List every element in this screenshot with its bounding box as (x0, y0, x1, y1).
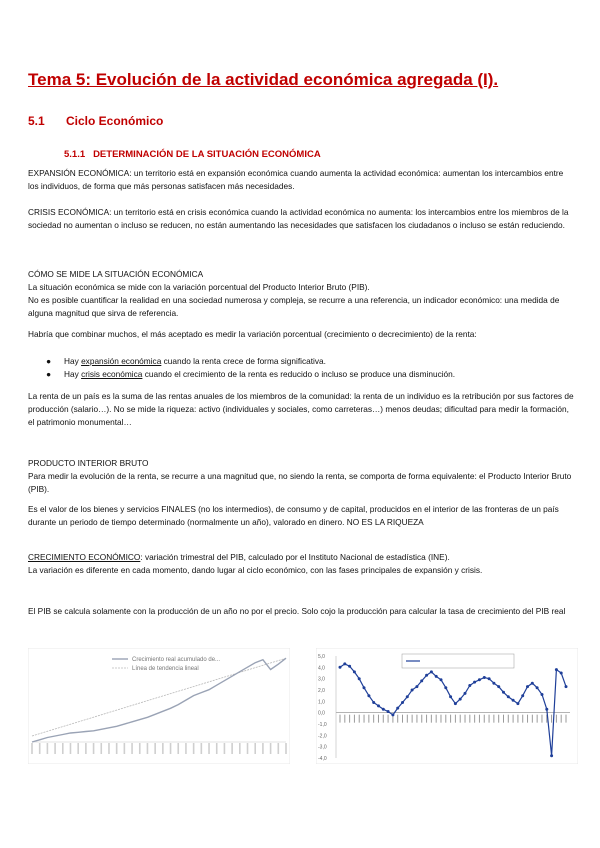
crecimiento-rest: : variación trimestral del PIB, calculado por el Instituto Nacional de estadística (INE). (140, 552, 450, 562)
paragraph-valor: Es el valor de los bienes y servicios FINALES (no los intermedios), de consumo y de capital, producidos en el interior de las fronteras de un país durante un periodo de tiempo determinado (normalmente un año), valorado en dinero. NO ES LA RIQUEZA (28, 504, 559, 527)
y-tick-label: -3,0 (318, 744, 327, 751)
bullet-post: cuando la renta crece de forma significativa. (161, 356, 326, 366)
y-tick-label: 4,0 (318, 665, 325, 672)
section-number: 5.1 (28, 114, 45, 128)
data-point (488, 677, 491, 680)
chart-1-svg (28, 648, 290, 764)
data-point (478, 678, 481, 681)
data-point (492, 682, 495, 685)
data-point (449, 695, 452, 698)
paragraph-pib-calc: El PIB se calcula solamente con la producción de un año no por el precio. Solo cojo la producción para calcular la tasa de crecimiento del PIB real (28, 606, 566, 616)
data-point (411, 689, 414, 692)
data-point (353, 670, 356, 673)
page-title: Tema 5: Evolución de la actividad económica agregada (I). (28, 70, 499, 89)
data-point (536, 686, 539, 689)
bullet-term: crisis económica (81, 369, 143, 379)
paragraph-habria: Habría que combinar muchos, el más aceptado es medir la variación porcentual (crecimiento o decrecimiento) de la renta: (28, 329, 477, 339)
subsection-number: 5.1.1 (64, 149, 86, 160)
data-point (396, 707, 399, 710)
heading-pib: PRODUCTO INTERIOR BRUTO (28, 458, 149, 468)
data-point (516, 702, 519, 705)
data-point (425, 674, 428, 677)
data-point (545, 708, 548, 711)
data-point (363, 686, 366, 689)
heading-como-se-mide: CÓMO SE MIDE LA SITUACIÓN ECONÓMICA (28, 269, 204, 279)
data-point (430, 670, 433, 673)
data-point (440, 678, 443, 681)
data-point (502, 691, 505, 694)
data-point (415, 685, 418, 688)
y-tick-label: 1,0 (318, 699, 325, 706)
data-point (560, 672, 563, 675)
data-point (454, 702, 457, 705)
paragraph-variacion: La variación es diferente en cada momento, dando lugar al ciclo económico, con las fases principales de expansión y crisis. (28, 565, 483, 575)
bullet-pre: Hay (64, 369, 82, 379)
y-tick-label: 5,0 (318, 654, 325, 660)
paragraph-expansion: EXPANSIÓN ECONÓMICA: un territorio está en expansión económica cuando aumenta la actividad económica: aumentan los intercambios entre los individuos, de forma que más personas satisfacen más necesidades. (28, 168, 564, 191)
data-point (339, 666, 342, 669)
bullet-pre: Hay (64, 356, 82, 366)
bullet-dot: ● (46, 369, 52, 379)
y-tick-label: 2,0 (318, 688, 325, 694)
legend-label-2: Línea de tendencia lineal (132, 666, 199, 672)
chart-pib-trimestral (316, 648, 578, 764)
data-point (358, 677, 361, 680)
paragraph-renta: La renta de un país es la suma de las rentas anuales de los miembros de la comunidad: la renta de un individuo es la retribución por sus factores de producción (salario…). No se mide la riqueza: activo (individuales y sociales, como carreteras…) menos deudas; dificultad para medir la formación, el patrimonio monumental… (28, 391, 574, 427)
data-point (401, 701, 404, 704)
y-tick-label: -1,0 (318, 722, 327, 728)
data-point (459, 698, 462, 701)
data-point (550, 754, 553, 757)
data-point (444, 686, 447, 689)
paragraph-pib: Para medir la evolución de la renta, se recurre a una magnitud que, no siendo la renta, se comporta de forma equivalente: el Producto Interior Bruto (PIB). (28, 471, 572, 494)
data-point (565, 685, 568, 688)
paragraph-como-line1: La situación económica se mide con la variación porcentual del Producto Interior Bruto (PIB). (28, 282, 370, 292)
data-point (541, 693, 544, 696)
y-tick-label: -2,0 (318, 733, 327, 740)
bullet-term: expansión económica (81, 356, 162, 366)
data-point (406, 695, 409, 698)
y-tick-label: 3,0 (318, 676, 325, 683)
data-point (473, 681, 476, 684)
data-point (420, 679, 423, 682)
data-point (531, 682, 534, 685)
paragraph-como-line2: No es posible cuantificar la realidad en una sociedad numerosa y compleja, se recurre a una referencia, un indicador económico: una medida de alguna magnitud que sirva de referencia. (28, 295, 560, 318)
y-tick-label: -4,0 (318, 756, 327, 762)
subsection-title: DETERMINACIÓN DE LA SITUACIÓN ECONÓMICA (93, 149, 321, 160)
subsection-heading (64, 149, 321, 160)
chart-crecimiento-acumulado (28, 648, 290, 764)
data-point (382, 708, 385, 711)
data-point (367, 694, 370, 697)
data-point (391, 713, 394, 716)
data-point (507, 695, 510, 698)
data-point (497, 685, 500, 688)
data-point (464, 692, 467, 695)
bullet-item (64, 368, 576, 381)
paragraph-crecimiento (28, 551, 576, 564)
legend-label-1: Crecimiento real acumulado de... (132, 657, 221, 663)
bullet-dot: ● (46, 356, 52, 366)
bullet-item (64, 355, 576, 368)
paragraph-crisis: CRISIS ECONÓMICA: un territorio está en crisis económica cuando la actividad económica no aumenta: los intercambios entre los miembros de la sociedad no aumentan o incluso se reducen, no están aumentando las necesidades que satisfacen los ciudadanos o incluso se están reduciendo. (28, 207, 569, 230)
data-point (555, 668, 558, 671)
data-point (387, 710, 390, 713)
data-point (512, 699, 515, 702)
data-point (468, 684, 471, 687)
data-point (521, 694, 524, 697)
y-tick-label: 0,0 (318, 710, 325, 717)
data-point (377, 704, 380, 707)
data-point (483, 676, 486, 679)
data-point (372, 701, 375, 704)
chart-2-svg (316, 648, 578, 764)
data-point (348, 665, 351, 668)
data-point (343, 662, 346, 665)
data-point (435, 675, 438, 678)
section-title: Ciclo Económico (66, 114, 164, 128)
data-point (526, 685, 529, 688)
bullet-post: cuando el crecimiento de la renta es reducido o incluso se produce una disminución. (142, 369, 456, 379)
crecimiento-term: CRECIMIENTO ECONÓMICO (28, 552, 141, 562)
